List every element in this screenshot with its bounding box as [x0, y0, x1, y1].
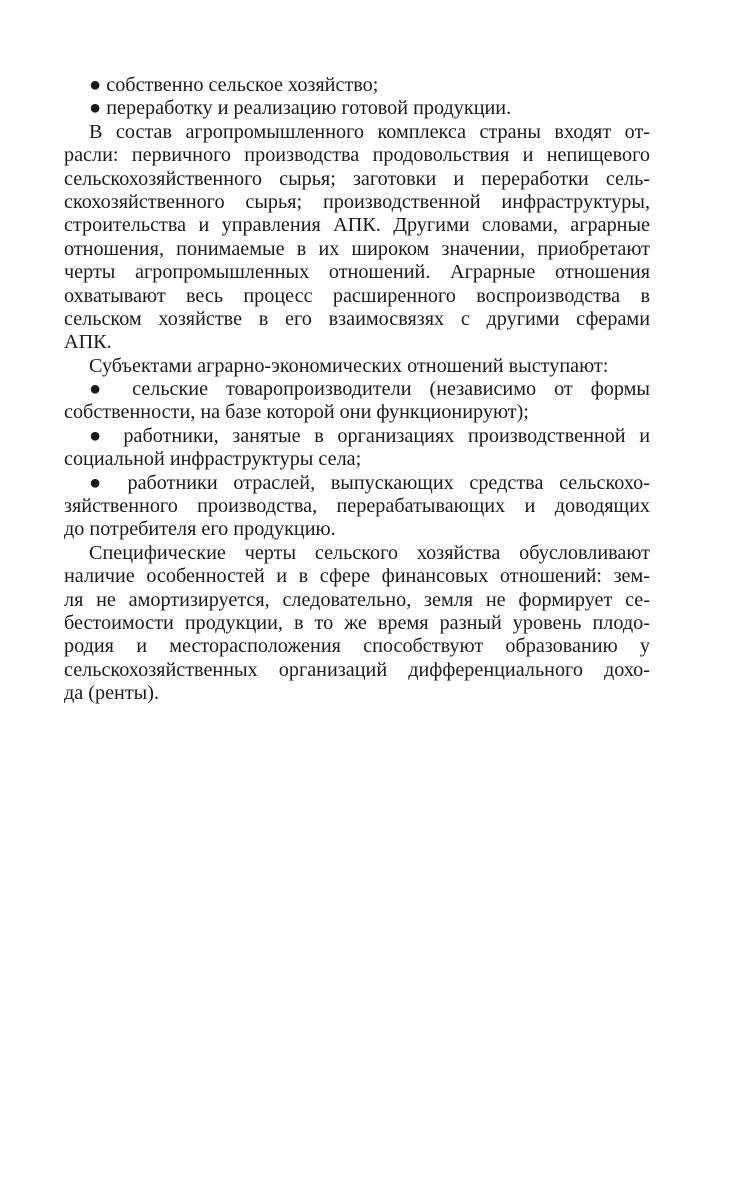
text-line: охватывают весь процесс расширенного воспроизводства в — [64, 284, 650, 307]
text-line: социальной инфраструктуры села; — [64, 448, 362, 471]
text-line: В состав агропромышленного комплекса страны входят от- — [89, 120, 650, 143]
document-page — [64, 74, 650, 706]
text-line: отношения, понимаемые в их широком значении, приобретают — [64, 237, 650, 260]
text-line: строительства и управления АПК. Другими словами, аграрные — [64, 214, 650, 237]
text-line: ● переработку и реализацию готовой продукции. — [89, 97, 512, 120]
text-line: ля не амортизируется, следовательно, земля не формирует се- — [64, 588, 650, 611]
text-line: ● работники отраслей, выпускающих средства сельскохо- — [89, 471, 650, 494]
text-line: бестоимости продукции, в то же время разный уровень плодо- — [64, 611, 650, 634]
text-line: ● сельские товаропроизводители (независимо от формы — [89, 378, 650, 401]
text-line: ● работники, занятые в организациях производственной и — [89, 424, 650, 447]
text-line: сельскохозяйственных организаций дифференциального дохо- — [64, 658, 650, 681]
text-line: до потребителя его продукцию. — [64, 518, 336, 541]
bullet-workers-industries — [64, 472, 650, 542]
text-line: родия и месторасположения способствуют образованию у — [64, 635, 650, 658]
text-line: собственности, на базе которой они функционируют); — [64, 401, 529, 424]
text-line: АПК. — [64, 331, 112, 354]
text-line: зяйственного производства, перерабатывающих и доводящих — [64, 495, 650, 518]
text-line: ● собственно сельское хозяйство; — [89, 74, 379, 96]
text-line: сельскохозяйственного сырья; заготовки и переработки сель- — [64, 167, 650, 190]
text-line: Специфические черты сельского хозяйства обусловливают — [89, 541, 650, 564]
text-line: скохозяйственного сырья; производственной инфраструктуры, — [64, 190, 650, 213]
paragraph-subjects-intro — [64, 355, 650, 378]
paragraph-apk-composition — [64, 121, 650, 355]
text-line: расли: первичного производства продовольствия и непищевого — [64, 144, 650, 167]
text-line: Субъектами аграрно-экономических отношений выступают: — [89, 354, 609, 377]
paragraph-specific-features — [64, 542, 650, 706]
text-line: черты агропромышленных отношений. Аграрные отношения — [64, 261, 650, 284]
bullet-workers-infrastructure — [64, 425, 650, 472]
bullet-producers — [64, 378, 650, 425]
bullet-processing — [64, 97, 650, 120]
text-line: да (ренты). — [64, 682, 160, 705]
text-line: наличие особенностей и в сфере финансовых отношений: зем- — [64, 565, 650, 588]
text-line: сельском хозяйстве в его взаимосвязях с другими сферами — [64, 307, 650, 330]
bullet-agriculture — [64, 74, 650, 97]
